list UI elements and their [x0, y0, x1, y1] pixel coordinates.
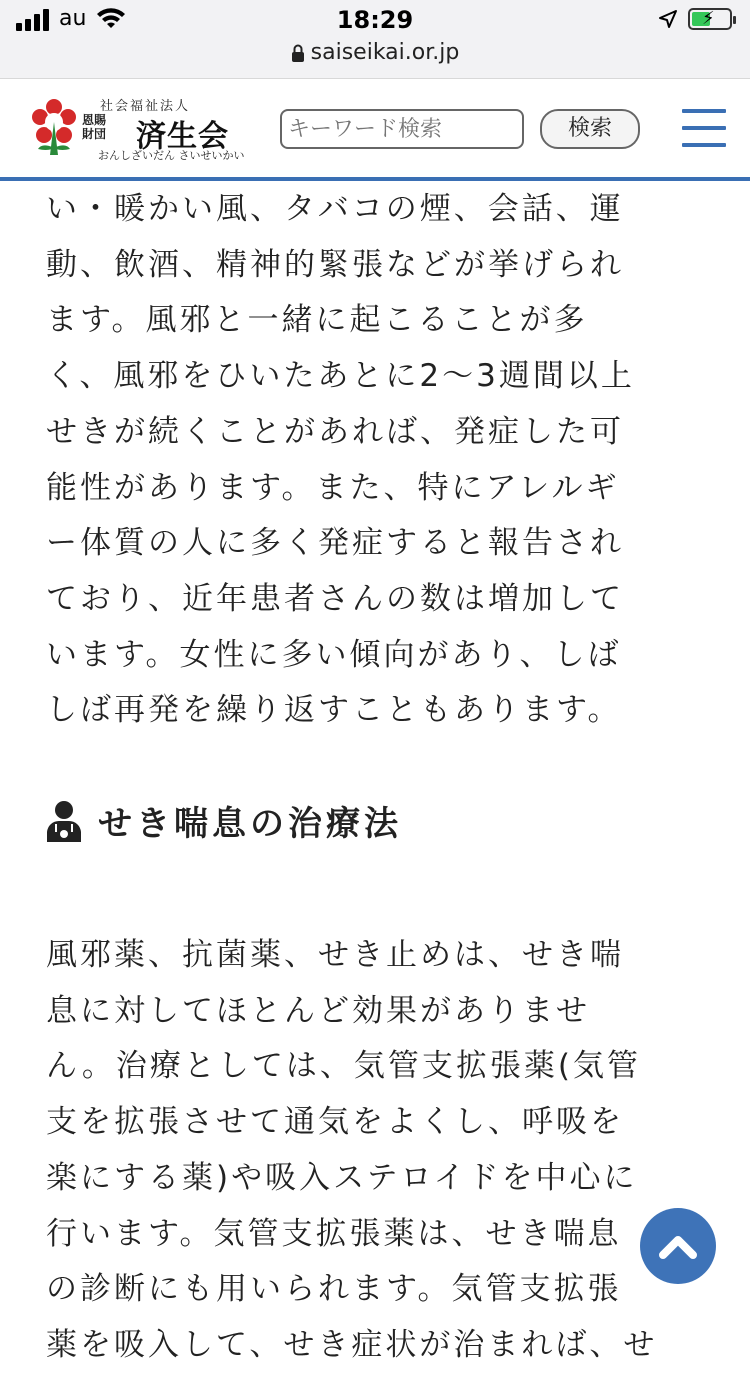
site-header	[0, 79, 750, 181]
url-text: saiseikai.or.jp	[310, 40, 460, 65]
status-bar	[0, 0, 750, 79]
logo-reading: おんしざいだん さいせいかい	[98, 149, 245, 162]
article-paragraph: い・暖かい風、タバコの煙、会話、運 動、飲酒、精神的緊張などが挙げられ ます。風邪と一緒に起こることが多 く、風邪をひいたあとに2〜3週間以上 せきが続くことがあれば、発症した可 能性があります。また、特にアレルギ ー体質の人に多く発症すると報告され ており、近年患者さんの数は増加して います。女性に多い傾向があり、しば しば再発を繰り返すこともあります。	[46, 191, 635, 729]
logo-name: 済生会	[136, 119, 229, 154]
article-body-2	[46, 928, 706, 1374]
saiseikai-emblem-icon	[30, 97, 78, 159]
location-arrow-icon	[658, 9, 678, 29]
logo-prefix	[82, 113, 106, 141]
site-logo[interactable]	[30, 93, 245, 163]
charging-bolt-icon: ⚡	[702, 8, 715, 29]
section-heading	[46, 796, 402, 845]
logo-prefix-line1: 恩賜	[82, 113, 107, 127]
back-to-top-button[interactable]	[640, 1208, 716, 1284]
search-button[interactable]: 検索	[540, 109, 640, 149]
article-body	[46, 182, 706, 739]
doctor-icon	[46, 800, 82, 842]
address-bar[interactable]	[0, 40, 750, 65]
section-title: せき喘息の治療法	[98, 804, 402, 844]
clock: 18:29	[336, 6, 414, 34]
lock-icon	[291, 44, 305, 62]
battery-icon	[688, 8, 732, 30]
carrier-label: au	[59, 6, 87, 31]
logo-prefix-line2: 財団	[82, 127, 107, 141]
logo-org-type: 社会福祉法人	[100, 99, 191, 114]
hamburger-menu-icon[interactable]	[682, 109, 726, 147]
article-paragraph-2: 風邪薬、抗菌薬、せき止めは、せき喘 息に対してほとんど効果がありませ ん。治療としては、気管支拡張薬(気管 支を拡張させて通気をよくし、呼吸を 楽にする薬)や吸入ステロイドを中心に 行います。気管支拡張薬は、せき喘息 の診断にも用いられます。気管支拡張 薬を吸入して、せき症状が治まれば、せ	[46, 937, 658, 1363]
search-input[interactable]	[280, 109, 524, 149]
status-right	[658, 8, 732, 30]
chevron-up-icon	[658, 1232, 698, 1260]
